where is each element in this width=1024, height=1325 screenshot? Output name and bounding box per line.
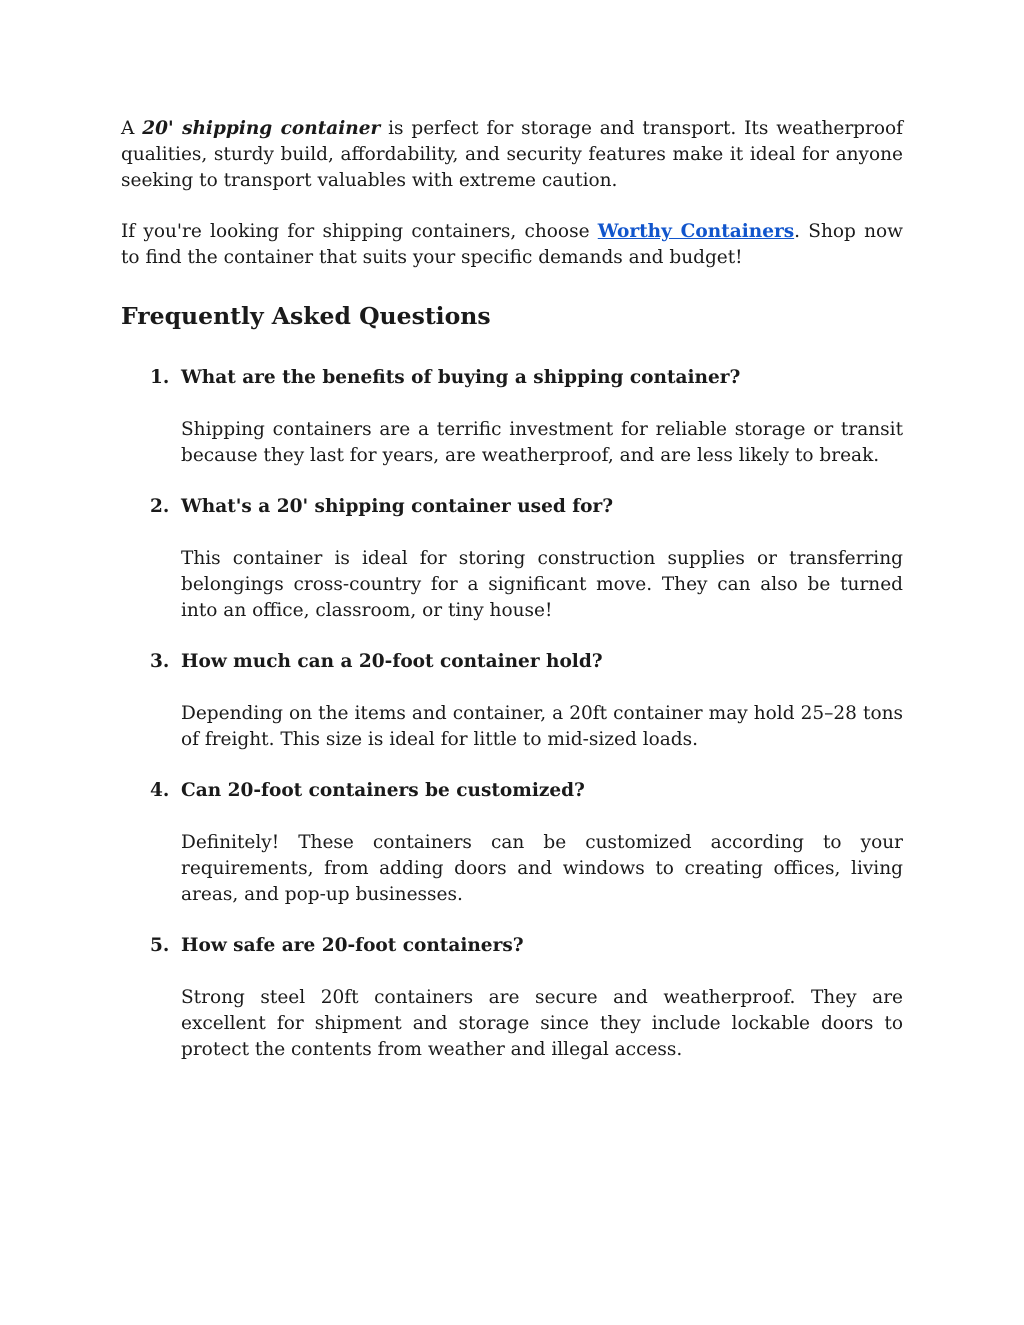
faq-list [121, 365, 903, 1063]
faq-item-1 [150, 365, 903, 469]
intro-paragraph-2 [121, 219, 903, 271]
faq-answer-2: This container is ideal for storing construction supplies or transferring belongings cross-country for a significant move. They can also be turned into an office, classroom, or tiny house! [181, 548, 903, 621]
intro-p2-suffix: . Shop now to find the container that suits your specific demands and budget! [121, 221, 903, 268]
faq-question-text-2: What's a 20' shipping container used for? [181, 496, 614, 517]
faq-question-1 [150, 365, 903, 391]
faq-answer-5: Strong steel 20ft containers are secure and weatherproof. They are excellent for shipment and storage since they include lockable doors to protect the contents from weather and illegal access. [181, 987, 903, 1060]
faq-question-text-1: What are the benefits of buying a shipping container? [181, 367, 741, 388]
faq-question-text-3: How much can a 20-foot container hold? [181, 651, 603, 672]
faq-number-2: 2. [150, 496, 170, 517]
document-page [121, 116, 903, 1088]
faq-answer-3: Depending on the items and container, a 20ft container may hold 25–28 tons of freight. This size is ideal for little to mid-sized loads. [181, 703, 903, 750]
faq-question-text-4: Can 20-foot containers be customized? [181, 780, 585, 801]
faq-item-3 [150, 649, 903, 753]
faq-question-5 [150, 933, 903, 959]
intro-p1-prefix: A [121, 118, 143, 139]
intro-p2-prefix: If you're looking for shipping containers, choose [121, 221, 598, 242]
faq-number-5: 5. [150, 935, 170, 956]
faq-heading: Frequently Asked Questions [121, 302, 491, 330]
faq-number-3: 3. [150, 651, 170, 672]
faq-item-5 [150, 933, 903, 1063]
faq-answer-1: Shipping containers are a terrific investment for reliable storage or transit because they last for years, are weatherproof, and are less likely to break. [181, 419, 903, 466]
faq-number-4: 4. [150, 780, 170, 801]
faq-question-4 [150, 778, 903, 804]
faq-number-1: 1. [150, 367, 170, 388]
intro-paragraph-1 [121, 116, 903, 194]
intro-p1-emphasis: 20' shipping container [142, 118, 381, 139]
faq-question-text-5: How safe are 20-foot containers? [181, 935, 524, 956]
faq-item-4 [150, 778, 903, 908]
intro-p1-suffix: is perfect for storage and transport. Its weatherproof qualities, sturdy build, affordability, and security features make it ideal for anyone seeking to transport valuables with extreme caution. [121, 118, 903, 191]
faq-answer-4: Definitely! These containers can be customized according to your requirements, from adding doors and windows to creating offices, living areas, and pop-up businesses. [181, 832, 903, 905]
faq-question-2 [150, 494, 903, 520]
faq-question-3 [150, 649, 903, 675]
worthy-containers-link[interactable]: Worthy Containers [597, 221, 795, 242]
faq-item-2 [150, 494, 903, 624]
